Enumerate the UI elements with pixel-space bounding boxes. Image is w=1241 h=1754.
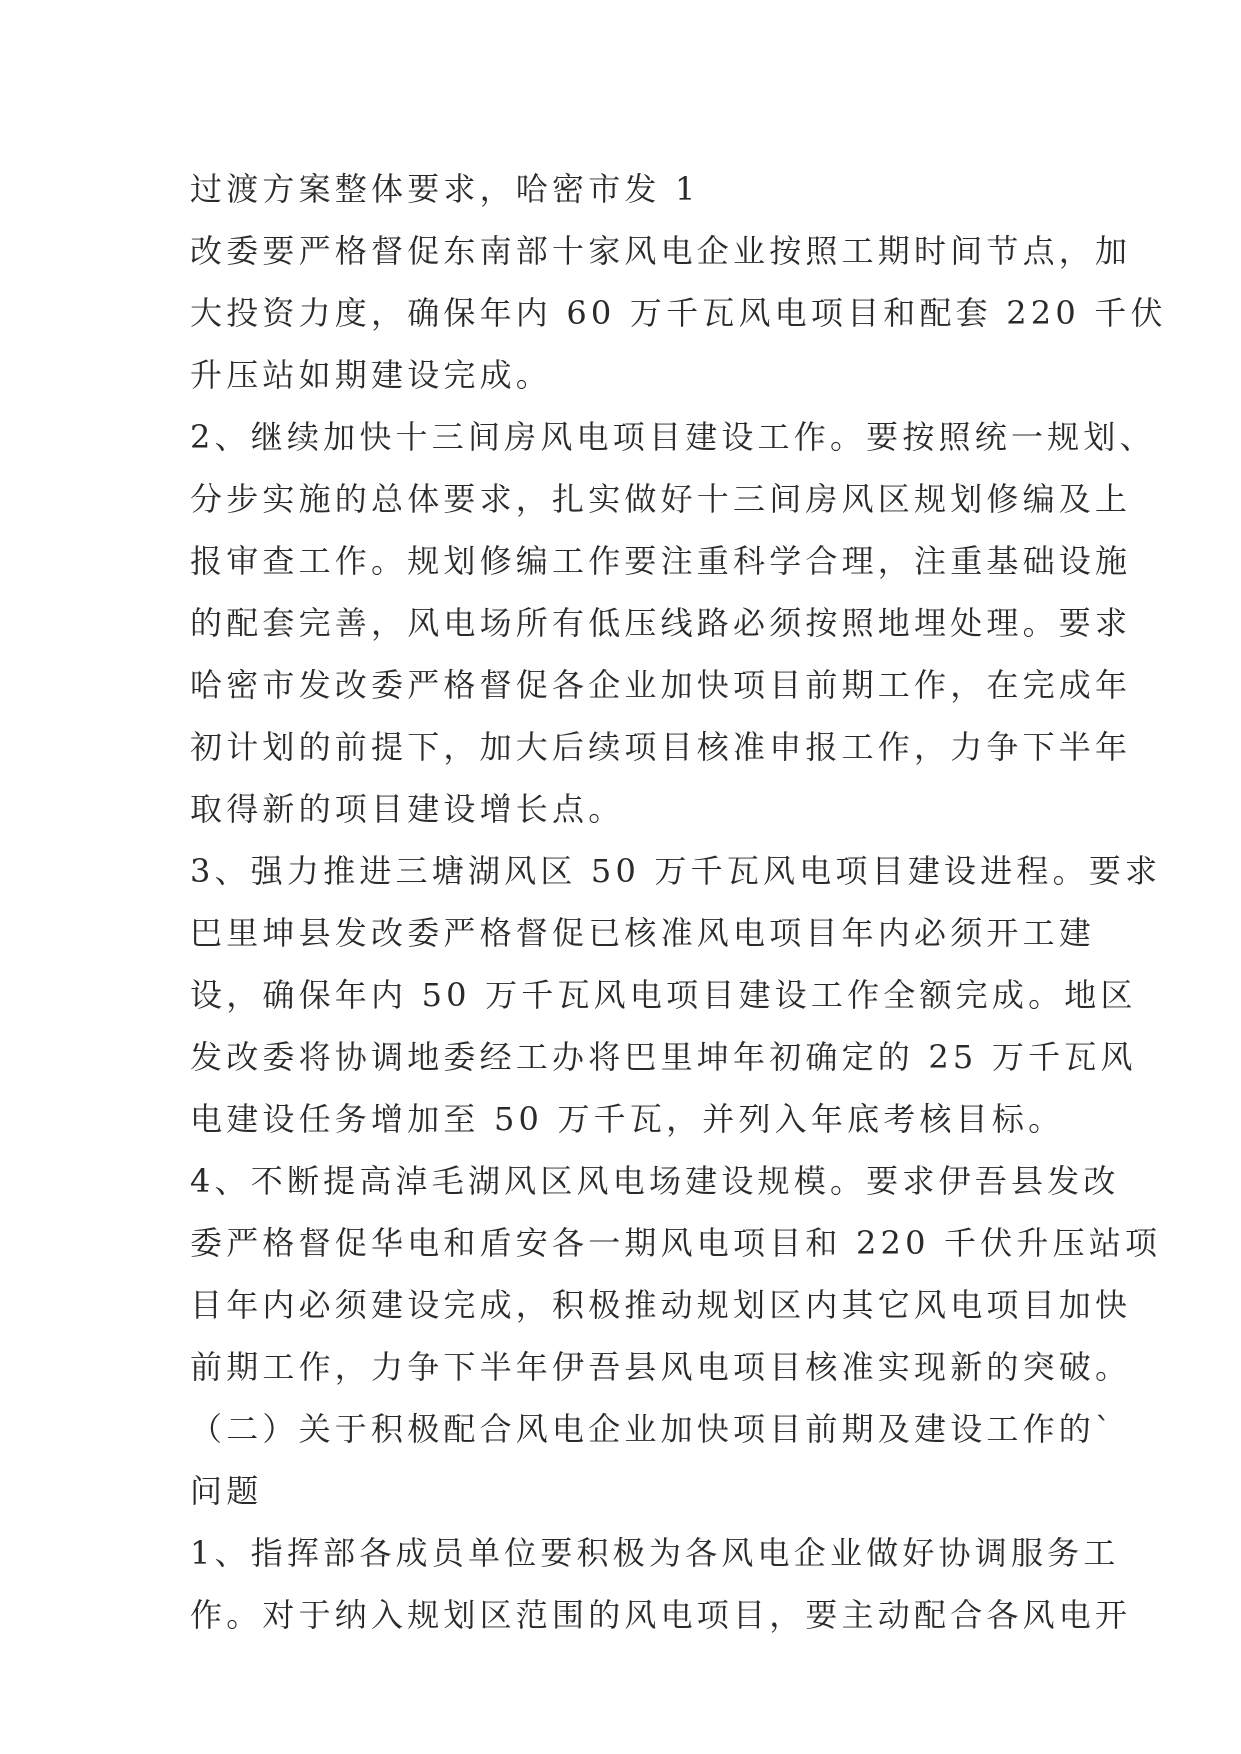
text-line: 前期工作，力争下半年伊吾县风电项目核准实现新的突破。: [190, 1348, 1132, 1386]
text-line: 改委要严格督促东南部十家风电企业按照工期时间节点，加: [190, 232, 1132, 270]
document-body: [190, 158, 1167, 1646]
text-line: 的配套完善，风电场所有低压线路必须按照地埋处理。要求: [190, 604, 1132, 642]
text-line: 1、指挥部各成员单位要积极为各风电企业做好协调服务工: [190, 1534, 1120, 1572]
text-line: 设，确保年内 50 万千瓦风电项目建设工作全额完成。地区: [190, 976, 1137, 1014]
text-line: 巴里坤县发改委严格督促已核准风电项目年内必须开工建: [190, 914, 1096, 952]
text-line: 2、继续加快十三间房风电项目建设工作。要按照统一规划、: [190, 418, 1156, 456]
text-line: 委严格督促华电和盾安各一期风电项目和 220 千伏升压站项: [190, 1224, 1162, 1262]
text-line: 报审查工作。规划修编工作要注重科学合理，注重基础设施: [190, 542, 1132, 580]
text-line: 作。对于纳入规划区范围的风电项目，要主动配合各风电开: [190, 1596, 1132, 1634]
text-line: 3、强力推进三塘湖风区 50 万千瓦风电项目建设进程。要求: [190, 852, 1162, 890]
text-line: 取得新的项目建设增长点。: [190, 790, 625, 828]
text-line: 哈密市发改委严格督促各企业加快项目前期工作，在完成年: [190, 666, 1132, 704]
text-line: 目年内必须建设完成，积极推动规划区内其它风电项目加快: [190, 1286, 1132, 1324]
text-line: 发改委将协调地委经工办将巴里坤年初确定的 25 万千瓦风: [190, 1038, 1137, 1076]
text-line: 4、不断提高淖毛湖风区风电场建设规模。要求伊吾县发改: [190, 1162, 1120, 1200]
section-heading-line: 问题: [190, 1472, 263, 1510]
section-heading-line: （二）关于积极配合风电企业加快项目前期及建设工作的`: [190, 1410, 1116, 1448]
text-line: 分步实施的总体要求，扎实做好十三间房风区规划修编及上: [190, 480, 1132, 518]
text-line: 大投资力度，确保年内 60 万千瓦风电项目和配套 220 千伏: [190, 294, 1167, 332]
text-line: 电建设任务增加至 50 万千瓦，并列入年底考核目标。: [190, 1100, 1065, 1138]
text-line: 过渡方案整体要求，哈密市发 1: [190, 170, 700, 208]
text-line: 初计划的前提下，加大后续项目核准申报工作，力争下半年: [190, 728, 1132, 766]
text-line: 升压站如期建设完成。: [190, 356, 553, 394]
